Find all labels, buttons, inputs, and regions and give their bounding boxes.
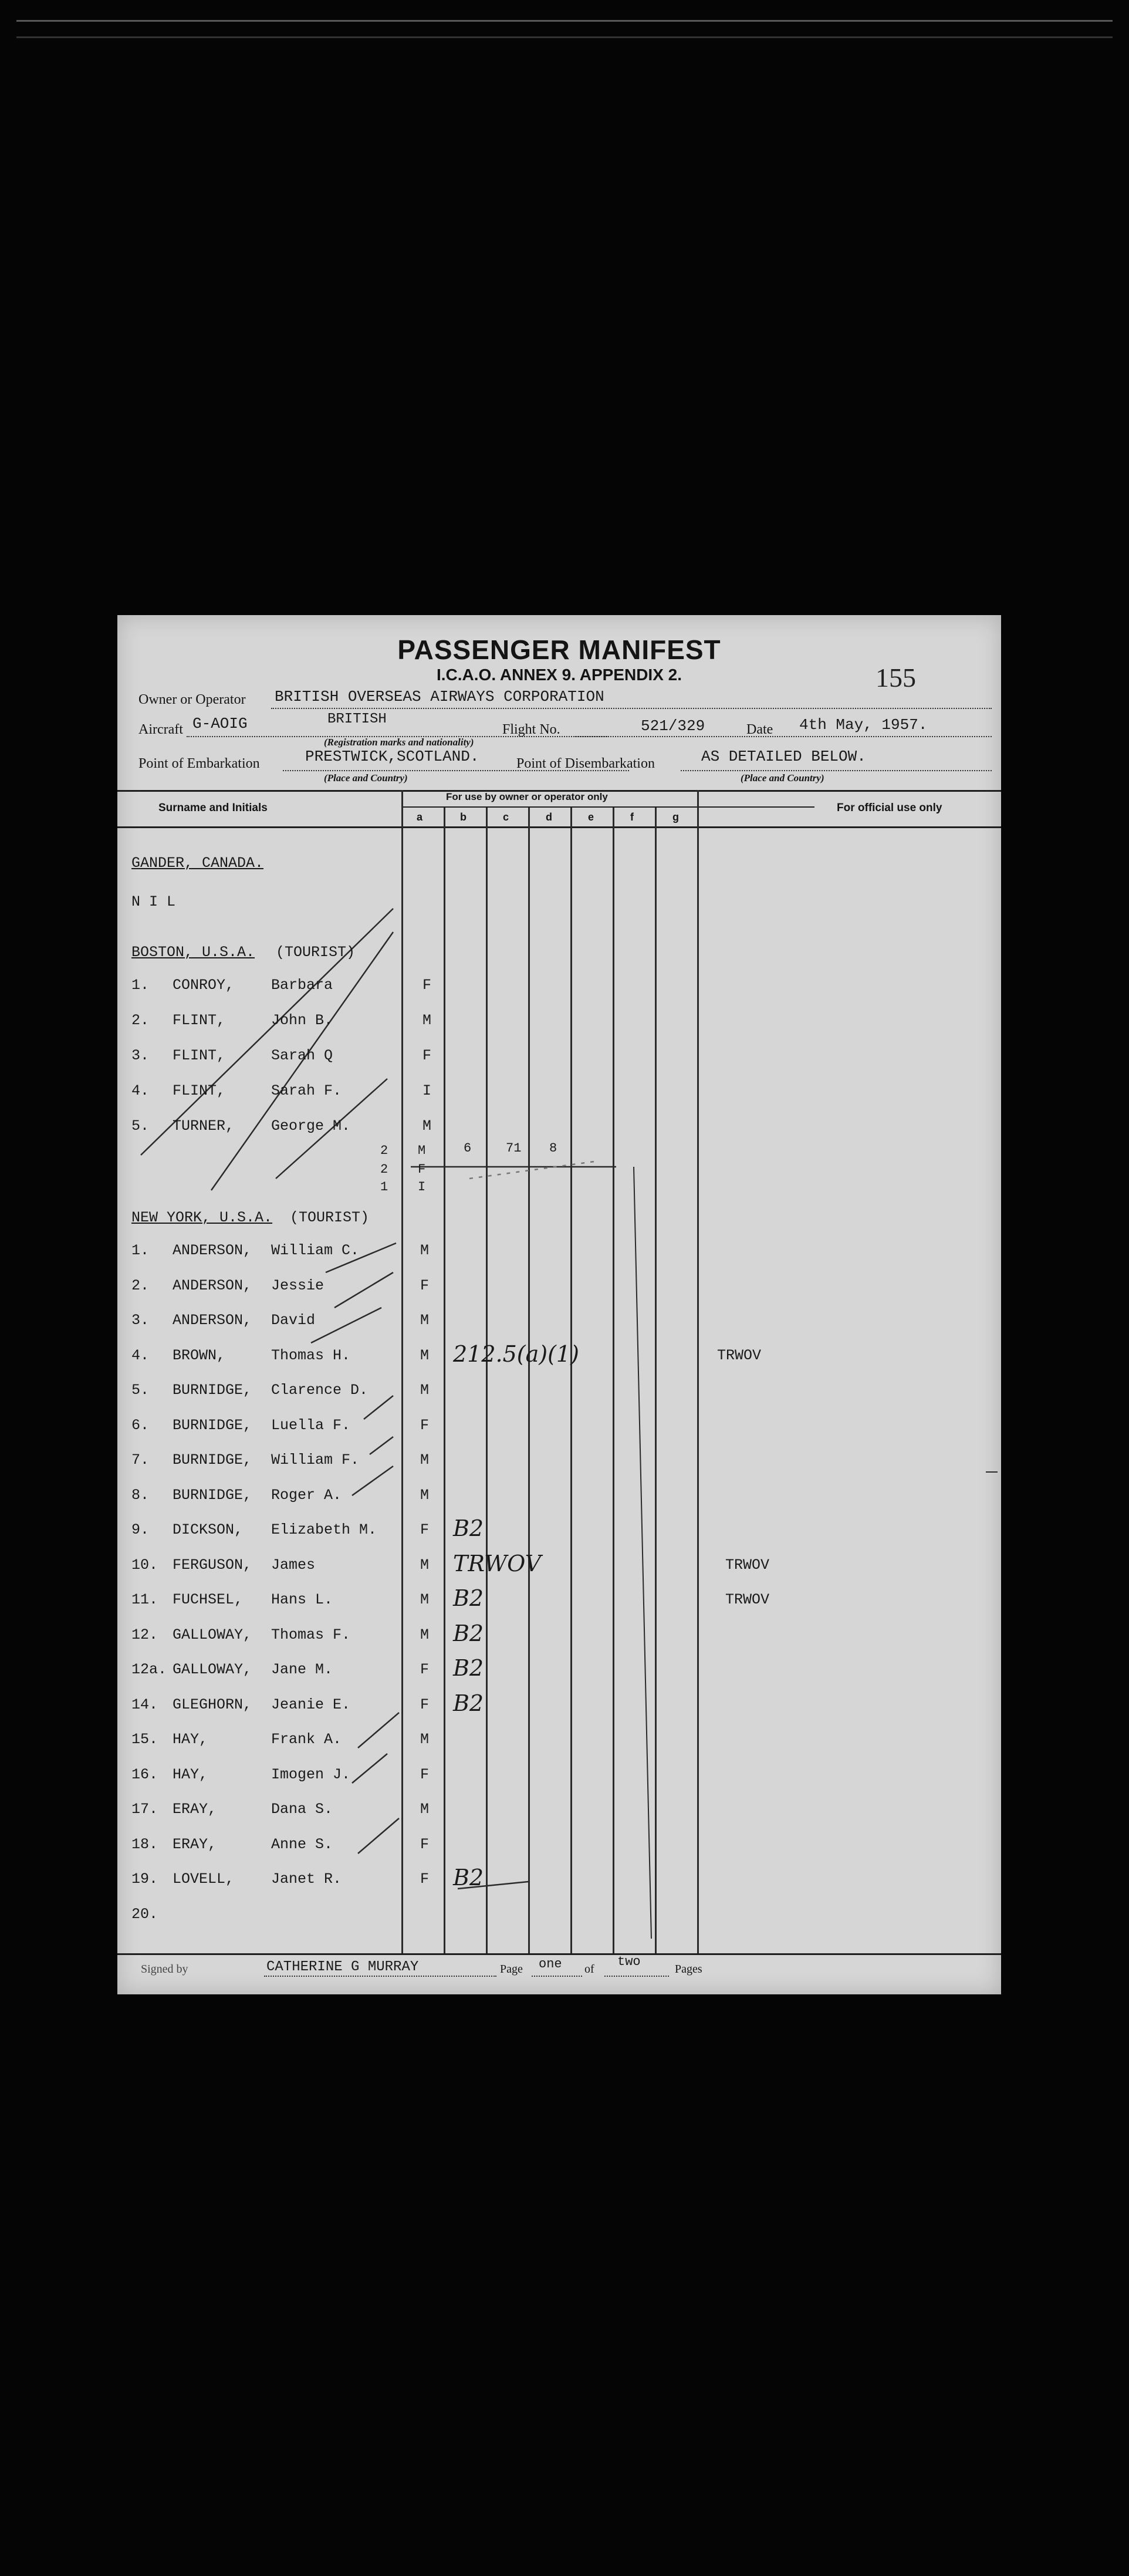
disembarkation-value: AS DETAILED BELOW. [701, 748, 866, 765]
date-label: Date [746, 722, 773, 737]
passenger-sex: F [420, 1766, 430, 1783]
passenger-given: Clarence D. [271, 1382, 369, 1399]
aircraft-value: G-AOIG [192, 715, 248, 732]
passenger-num: 10. [131, 1557, 158, 1574]
check-ny-3 [311, 1308, 381, 1343]
passenger-num: 15. [131, 1731, 158, 1748]
passenger-num: 8. [131, 1487, 150, 1504]
owner-value: BRITISH OVERSEAS AIRWAYS CORPORATION [275, 688, 604, 705]
disembarkation-label: Point of Disembarkation [516, 756, 655, 771]
embarkation-label: Point of Embarkation [138, 756, 260, 771]
check-ny-5 [364, 1396, 393, 1419]
nationality-value: BRITISH [327, 711, 387, 727]
official-use-note: TRWOV [725, 1591, 770, 1608]
col-letter-g: g [672, 811, 679, 823]
passenger-given: David [271, 1312, 316, 1329]
subtotal-sex: I [418, 1180, 426, 1194]
passenger-given: Sarah Q [271, 1047, 333, 1064]
embarkation-note: (Place and Country) [324, 772, 408, 784]
handwritten-visa-note: 212.5(a)(1) [453, 1341, 579, 1367]
passenger-given: John B. [271, 1012, 333, 1029]
section-newyork: NEW YORK, U.S.A. [131, 1209, 273, 1226]
passenger-sex: F [420, 1836, 430, 1853]
aircraft-label: Aircraft [138, 722, 183, 737]
passenger-given: Luella F. [271, 1417, 351, 1434]
passenger-num: 5. [131, 1382, 150, 1399]
passenger-num: 19. [131, 1871, 158, 1888]
passenger-given: Thomas F. [271, 1626, 351, 1643]
passenger-sex: M [420, 1487, 430, 1504]
passenger-num: 3. [131, 1047, 150, 1064]
signed-label: Signed by [141, 1963, 188, 1976]
passenger-sex: F [420, 1277, 430, 1294]
film-edge-top [16, 20, 1113, 22]
subtotal-count: 1 [380, 1180, 388, 1194]
col-letter-a: a [417, 811, 423, 823]
passenger-surname: DICKSON, [173, 1521, 244, 1538]
date-value: 4th May, 1957. [799, 716, 928, 734]
subtotal-d: 8 [549, 1141, 557, 1156]
passenger-sex: F [420, 1661, 430, 1678]
passenger-given: Hans L. [271, 1591, 333, 1608]
passenger-given: Barbara [271, 977, 333, 994]
passenger-surname: ERAY, [173, 1801, 217, 1818]
passenger-given: James [271, 1557, 316, 1574]
passenger-surname: BURNIDGE, [173, 1417, 252, 1434]
passenger-num: 2. [131, 1277, 150, 1294]
manifest-title: PASSENGER MANIFEST [397, 634, 721, 665]
passenger-sex: M [420, 1347, 430, 1364]
handwritten-visa-note: B2 [453, 1620, 484, 1646]
passenger-num: 5. [131, 1117, 150, 1135]
subtotal-b: 6 [464, 1141, 472, 1156]
flight-value: 521/329 [641, 717, 705, 735]
passenger-num: 4. [131, 1347, 150, 1364]
passenger-num: 4. [131, 1082, 150, 1099]
handwritten-visa-note: B2 [453, 1690, 484, 1716]
passenger-sex: M [420, 1451, 430, 1468]
col-letter-c: c [503, 811, 509, 823]
page-rule [532, 1976, 582, 1977]
section-boston-class: (TOURIST) [276, 944, 356, 961]
subtotal-sex: F [418, 1162, 426, 1177]
flight-label: Flight No. [502, 722, 560, 737]
passenger-given: Frank A. [271, 1731, 342, 1748]
page-number-stamp: 155 [876, 663, 916, 693]
col-letter-f: f [630, 811, 634, 823]
handwritten-visa-note: TRWOV [453, 1551, 542, 1576]
owner-use-header: For use by owner or operator only [446, 791, 608, 802]
disembarkation-note: (Place and Country) [741, 772, 824, 784]
passenger-sex: M [422, 1012, 432, 1029]
passenger-num: 20. [131, 1906, 158, 1923]
passenger-num: 1. [131, 977, 150, 994]
passenger-num: 16. [131, 1766, 158, 1783]
embarkation-value: PRESTWICK,SCOTLAND. [305, 748, 479, 765]
passenger-surname: BROWN, [173, 1347, 226, 1364]
passenger-given: Roger A. [271, 1487, 342, 1504]
passenger-surname: FUCHSEL, [173, 1591, 244, 1608]
passenger-given: Dana S. [271, 1801, 333, 1818]
pages-label: Pages [675, 1963, 702, 1976]
of-label: of [584, 1963, 594, 1976]
section-gander: GANDER, CANADA. [131, 855, 264, 872]
passenger-surname: TURNER, [173, 1117, 235, 1135]
passenger-num: 12a. [131, 1661, 167, 1678]
passenger-surname: LOVELL, [173, 1871, 235, 1888]
of-rule [604, 1976, 669, 1977]
subtotal-count: 2 [380, 1162, 388, 1177]
passenger-sex: M [422, 1117, 432, 1135]
passenger-surname: BURNIDGE, [173, 1382, 252, 1399]
handwritten-visa-note: B2 [453, 1515, 484, 1541]
passenger-given: Anne S. [271, 1836, 333, 1853]
table-bottom-rule [117, 1953, 1001, 1955]
check-ny-2 [334, 1272, 393, 1308]
gander-nil: N I L [131, 893, 176, 910]
passenger-num: 3. [131, 1312, 150, 1329]
long-slash-f [634, 1167, 651, 1939]
passenger-surname: HAY, [173, 1766, 208, 1783]
passenger-num: 17. [131, 1801, 158, 1818]
signed-value: CATHERINE G MURRAY [266, 1959, 419, 1975]
passenger-sex: I [422, 1082, 432, 1099]
passenger-given: William F. [271, 1451, 360, 1468]
passenger-num: 9. [131, 1521, 150, 1538]
passenger-sex: F [420, 1871, 430, 1888]
passenger-sex: M [420, 1626, 430, 1643]
section-boston: BOSTON, U.S.A. [131, 944, 255, 961]
passenger-given: Elizabeth M. [271, 1521, 377, 1538]
check-ny-6 [370, 1437, 393, 1454]
subtotal-count: 2 [380, 1143, 388, 1158]
passenger-num: 7. [131, 1451, 150, 1468]
passenger-sex: M [420, 1801, 430, 1818]
passenger-sex: M [420, 1382, 430, 1399]
passenger-sex: F [422, 1047, 432, 1064]
passenger-surname: HAY, [173, 1731, 208, 1748]
section-newyork-class: (TOURIST) [290, 1209, 370, 1226]
passenger-surname: BURNIDGE, [173, 1451, 252, 1468]
col-letter-e: e [588, 811, 594, 823]
passenger-surname: FLINT, [173, 1082, 226, 1099]
passenger-surname: FLINT, [173, 1047, 226, 1064]
manifest-page [117, 615, 1001, 1994]
passenger-surname: FLINT, [173, 1012, 226, 1029]
passenger-sex: F [420, 1417, 430, 1434]
passenger-surname: FERGUSON, [173, 1557, 252, 1574]
film-edge-top-2 [16, 36, 1113, 38]
subtotal-c: 71 [506, 1141, 522, 1156]
subtotal-sex: M [418, 1143, 426, 1158]
manifest-subtitle: I.C.A.O. ANNEX 9. APPENDIX 2. [436, 666, 682, 684]
passenger-surname: ANDERSON, [173, 1242, 252, 1259]
passenger-given: Jane M. [271, 1661, 333, 1678]
passenger-num: 11. [131, 1591, 158, 1608]
passenger-sex: M [420, 1731, 430, 1748]
of-value: two [617, 1954, 641, 1969]
signed-rule [264, 1976, 496, 1977]
passenger-num: 18. [131, 1836, 158, 1853]
check-ny-16 [352, 1754, 387, 1783]
check-ny-15 [358, 1713, 399, 1748]
handwritten-visa-note: B2 [453, 1655, 484, 1681]
passenger-surname: ERAY, [173, 1836, 217, 1853]
passenger-num: 12. [131, 1626, 158, 1643]
passenger-num: 1. [131, 1242, 150, 1259]
passenger-given: Jessie [271, 1277, 324, 1294]
page-value: one [539, 1957, 562, 1971]
handwritten-strokes [117, 615, 1001, 1994]
owner-label: Owner or Operator [138, 692, 246, 707]
passenger-sex: M [420, 1591, 430, 1608]
passenger-given: Janet R. [271, 1871, 342, 1888]
passenger-surname: GALLOWAY, [173, 1626, 252, 1643]
passenger-given: Thomas H. [271, 1347, 351, 1364]
passenger-surname: CONROY, [173, 977, 235, 994]
passenger-sex: M [420, 1242, 430, 1259]
passenger-given: Jeanie E. [271, 1696, 351, 1713]
passenger-num: 14. [131, 1696, 158, 1713]
official-use-header: For official use only [837, 802, 942, 814]
passenger-sex: F [422, 977, 432, 994]
official-use-note: TRWOV [717, 1347, 762, 1364]
passenger-given: William C. [271, 1242, 360, 1259]
page-label: Page [500, 1963, 523, 1976]
official-use-note: TRWOV [725, 1557, 770, 1574]
col-letter-d: d [546, 811, 552, 823]
handwritten-visa-note: B2 [453, 1585, 484, 1611]
passenger-num: 6. [131, 1417, 150, 1434]
passenger-given: Imogen J. [271, 1766, 351, 1783]
passenger-sex: F [420, 1521, 430, 1538]
passenger-sex: F [420, 1696, 430, 1713]
surname-column-header: Surname and Initials [158, 802, 268, 814]
passenger-sex: M [420, 1557, 430, 1574]
passenger-surname: GLEGHORN, [173, 1696, 252, 1713]
passenger-num: 2. [131, 1012, 150, 1029]
passenger-sex: M [420, 1312, 430, 1329]
check-ny-7 [352, 1466, 393, 1495]
check-ny-18 [358, 1818, 399, 1853]
passenger-surname: ANDERSON, [173, 1312, 252, 1329]
passenger-surname: ANDERSON, [173, 1277, 252, 1294]
passenger-given: George M. [271, 1117, 351, 1135]
passenger-given: Sarah F. [271, 1082, 342, 1099]
registration-note: (Registration marks and nationality) [324, 737, 474, 748]
handwritten-visa-note: B2 [453, 1865, 484, 1890]
passenger-surname: GALLOWAY, [173, 1661, 252, 1678]
col-letter-b: b [460, 811, 467, 823]
passenger-surname: BURNIDGE, [173, 1487, 252, 1504]
